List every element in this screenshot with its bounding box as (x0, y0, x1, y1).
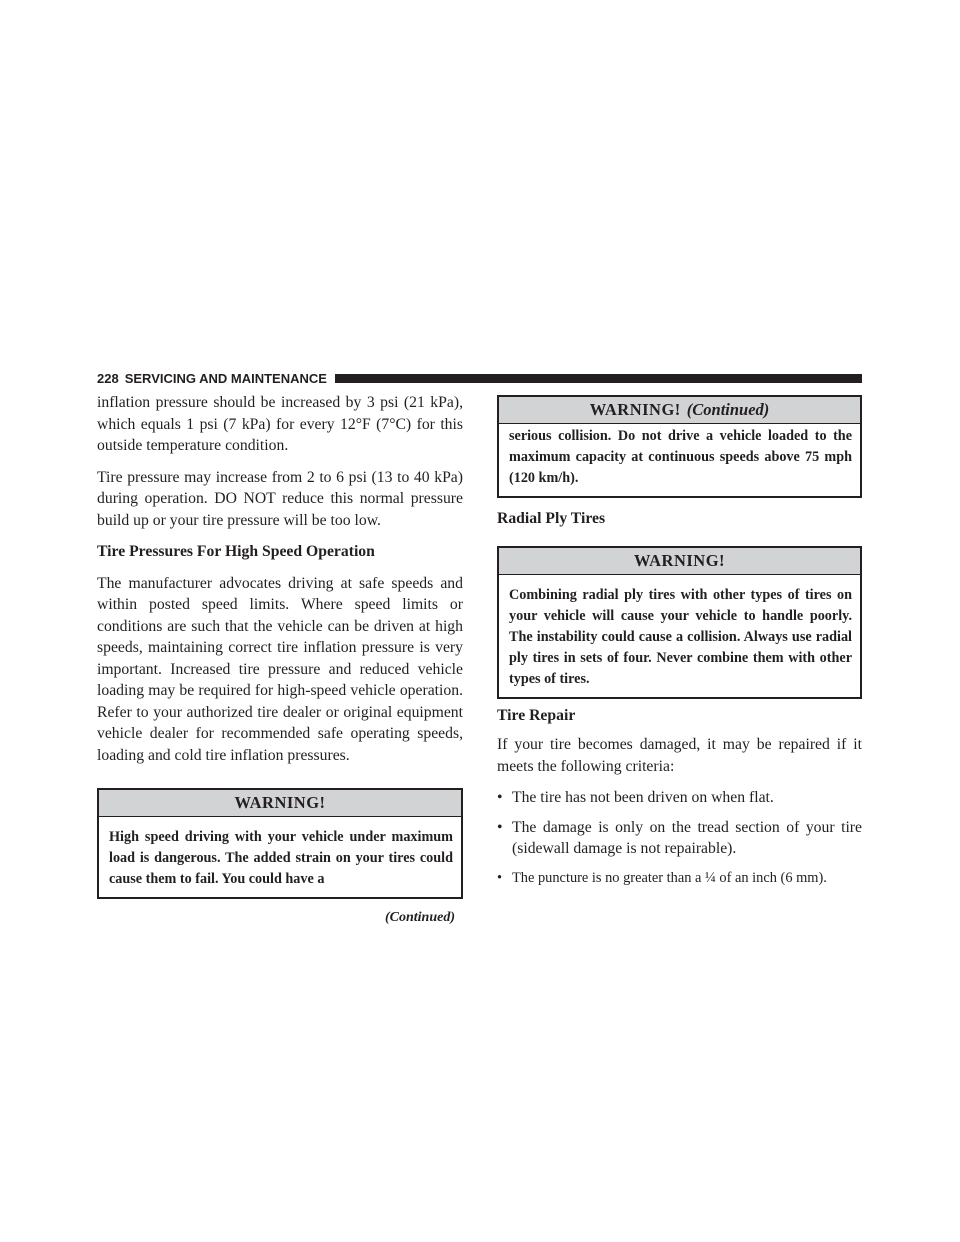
warning-title-text: WARNING! (234, 793, 326, 812)
warning-box-continued (497, 395, 862, 498)
list-item-text: The puncture is no greater than a ¼ of an inch (6 mm). (512, 869, 827, 886)
warning-title-radial (499, 548, 860, 575)
bullet-icon: • (497, 869, 503, 886)
paragraph-high-speed: The manufacturer advocates driving at safe speeds and within posted speed limits. Where speed limits or conditions are such that the vehicle can be driven at high speeds, maintaining correct tire inflation pressure is very important. Increased tire pressure and reduced vehicle loading may be required for high-speed vehicle operation. Refer to your authorized tire dealer or original equipment vehicle dealer for recommended safe operating speeds, loading and cold tire inflation pressures. (97, 574, 463, 764)
list-item-text: The damage is only on the tread section of your tire (sidewall damage is not repairable). (512, 818, 862, 857)
warning-title-text: WARNING! (589, 400, 681, 419)
left-column (97, 392, 463, 926)
warning-body-radial: Combining radial ply tires with other types of tires on your vehicle will cause your vehicle to handle poorly. The instability could cause a collision. Always use radial ply tires in sets of four. Never combine them with other types of tires. (509, 586, 852, 687)
warning-body: High speed driving with your vehicle under maximum load is dangerous. The added strain on your tires could cause them to fail. You could have a (109, 829, 453, 887)
page-header (97, 370, 862, 386)
warning-title-continued (499, 397, 860, 424)
header-rule (335, 374, 862, 383)
warning-title (99, 790, 461, 817)
continued-note: (Continued) (384, 910, 455, 925)
bullet-icon: • (497, 789, 503, 806)
paragraph-inflation: inflation pressure should be increased by 3 psi (21 kPa), which equals 1 psi (7 kPa) for every 12°F (7°C) for this outside temperature condition. (97, 394, 463, 454)
paragraph-tire-repair: If your tire becomes damaged, it may be repaired if it meets the following criteria: (497, 736, 862, 775)
right-column (497, 395, 862, 897)
bullet-icon: • (497, 818, 503, 836)
list-item-text: The tire has not been driven on when flat. (512, 789, 774, 806)
subhead-tire-repair: Tire Repair (497, 706, 576, 724)
warning-body-continued: serious collision. Do not drive a vehicle loaded to the maximum capacity at continuous speeds above 75 mph (120 km/h). (509, 428, 852, 486)
subhead-radial-ply: Radial Ply Tires (497, 510, 606, 527)
repair-criteria-list (497, 787, 862, 889)
warning-title-text: WARNING! (633, 550, 726, 570)
section-title: SERVICING AND MAINTENANCE (124, 370, 327, 386)
list-item (497, 787, 862, 809)
warning-box-high-speed (97, 788, 463, 899)
subhead-high-speed: Tire Pressures For High Speed Operation (97, 543, 375, 560)
warning-continued-suffix: (Continued) (686, 400, 770, 419)
warning-box-radial (497, 546, 862, 699)
list-item (497, 868, 862, 890)
paragraph-pressure-increase: Tire pressure may increase from 2 to 6 psi (13 to 40 kPa) during operation. DO NOT reduce this normal pressure build up or your tire pressure will be too low. (97, 468, 463, 529)
list-item (497, 817, 862, 860)
page-number: 228 (97, 370, 119, 386)
